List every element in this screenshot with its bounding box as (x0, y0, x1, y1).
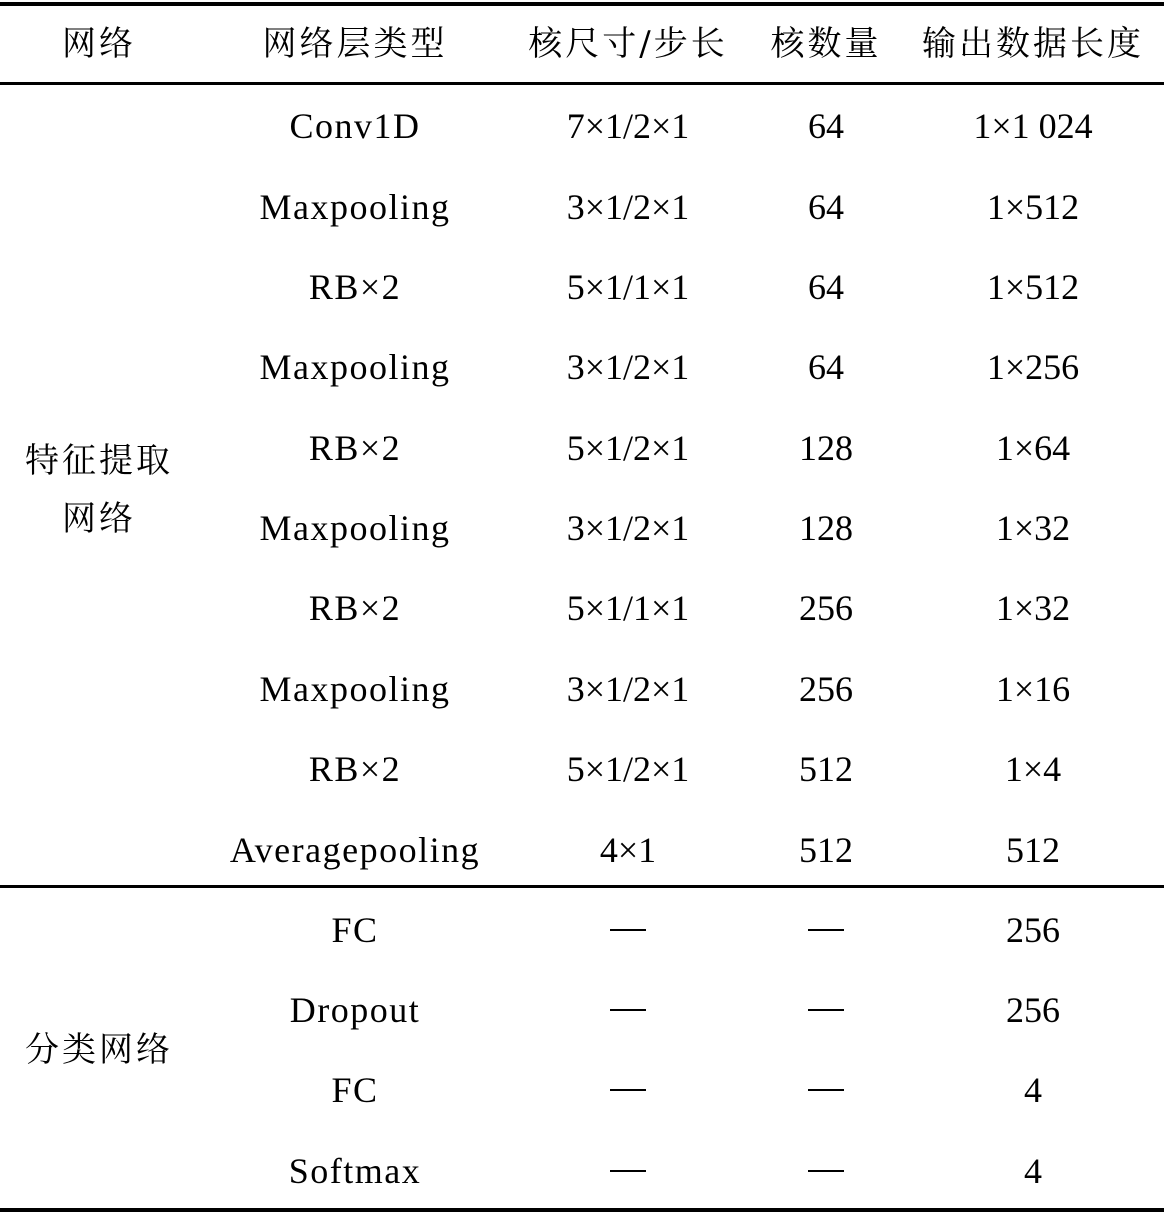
cell-output-length: 1×32 (995, 508, 1071, 548)
dash-mark (610, 929, 646, 931)
cell-output-length: 1×512 (986, 267, 1080, 307)
header-output-length: 输出数据长度 (922, 24, 1144, 64)
header-network: 网络 (62, 24, 136, 64)
cell-kernel-count: 128 (799, 508, 853, 548)
cell-layer-type: FC (331, 1070, 379, 1110)
cell-kernel-count: 64 (808, 187, 844, 227)
cell-kernel: 5×1/2×1 (566, 428, 690, 468)
cell-kernel: 7×1/2×1 (566, 106, 690, 146)
cell-kernel-count: 64 (808, 106, 844, 146)
cell-layer-type: Dropout (289, 990, 421, 1030)
header-layer-type: 网络层类型 (262, 24, 448, 64)
dash-mark (808, 1170, 844, 1172)
cell-layer-type: Maxpooling (259, 347, 451, 387)
cell-kernel (520, 900, 736, 960)
cell-kernel-count: 64 (808, 267, 844, 307)
cell-output-length: 256 (1006, 910, 1060, 950)
cell-output-length: 512 (1006, 830, 1060, 870)
cell-output-length: 1×16 (995, 669, 1071, 709)
dash-mark (808, 1089, 844, 1091)
cell-output-length: 1×1 024 (973, 106, 1093, 146)
cell-layer-type: Maxpooling (259, 669, 451, 709)
cell-kernel: 3×1/2×1 (566, 347, 690, 387)
cell-output-length: 256 (1006, 990, 1060, 1030)
header-kernel-count: 核数量 (770, 24, 882, 64)
cell-kernel-count: 256 (799, 588, 853, 628)
cell-kernel: 4×1 (599, 830, 657, 870)
cell-kernel-count (762, 900, 890, 960)
cell-layer-type: Maxpooling (259, 508, 451, 548)
cell-kernel-count: 64 (808, 347, 844, 387)
cell-output-length: 1×32 (995, 588, 1071, 628)
table-group-rule (0, 885, 1164, 888)
cell-output-length: 1×256 (986, 347, 1080, 387)
cell-kernel: 5×1/1×1 (566, 588, 690, 628)
cell-kernel-count (762, 1141, 890, 1201)
dash-mark (808, 929, 844, 931)
cell-kernel: 3×1/2×1 (566, 669, 690, 709)
cell-kernel (520, 980, 736, 1040)
header-kernel-size-stride: 核尺寸/步长 (528, 24, 728, 64)
cell-kernel: 5×1/2×1 (566, 749, 690, 789)
cell-layer-type: RB×2 (308, 588, 402, 628)
cell-kernel: 3×1/2×1 (566, 508, 690, 548)
cell-kernel-count: 128 (799, 428, 853, 468)
cell-kernel: 3×1/2×1 (566, 187, 690, 227)
cell-kernel (520, 1141, 736, 1201)
group-feature-extraction-line1: 特征提取 (25, 441, 173, 481)
dash-mark (610, 1170, 646, 1172)
group-classification (0, 1020, 198, 1080)
cell-kernel-count: 512 (799, 749, 853, 789)
cell-output-length: 4 (1024, 1151, 1042, 1191)
cell-output-length: 1×64 (995, 428, 1071, 468)
cell-layer-type: RB×2 (308, 267, 402, 307)
dash-mark (610, 1009, 646, 1011)
cell-layer-type: Averagepooling (229, 830, 481, 870)
cell-kernel-count: 512 (799, 830, 853, 870)
cell-output-length: 1×512 (986, 187, 1080, 227)
cell-output-length: 1×4 (1004, 749, 1062, 789)
cell-layer-type: Conv1D (289, 106, 421, 146)
dash-mark (808, 1009, 844, 1011)
cell-layer-type: RB×2 (308, 428, 402, 468)
group-feature-extraction-line2: 网络 (62, 499, 136, 539)
cell-kernel-count (762, 1060, 890, 1120)
table-header-rule (0, 82, 1164, 85)
cell-output-length: 4 (1024, 1070, 1042, 1110)
cell-layer-type: FC (331, 910, 379, 950)
cell-layer-type: Softmax (288, 1151, 422, 1191)
cell-kernel (520, 1060, 736, 1120)
dash-mark (610, 1089, 646, 1091)
table-bottom-rule (0, 1208, 1164, 1212)
cell-kernel-count: 256 (799, 669, 853, 709)
cell-kernel: 5×1/1×1 (566, 267, 690, 307)
cell-kernel-count (762, 980, 890, 1040)
cell-layer-type: Maxpooling (259, 187, 451, 227)
cell-layer-type: RB×2 (308, 749, 402, 789)
group-classification-line1: 分类网络 (25, 1030, 173, 1070)
group-feature-extraction (0, 430, 198, 550)
